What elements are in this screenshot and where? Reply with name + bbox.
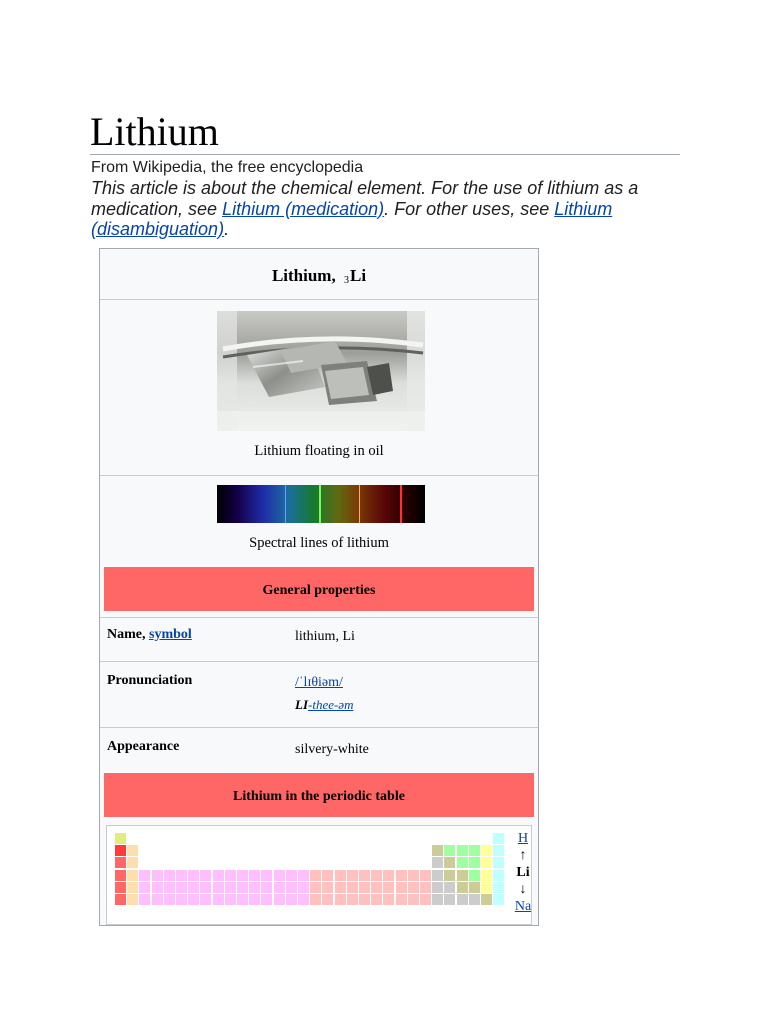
periodic-table-cell[interactable] [371,870,382,881]
tagline: From Wikipedia, the free encyclopedia [91,159,364,176]
periodic-table-cell[interactable] [469,845,480,856]
pronunciation-ipa-link[interactable]: /ˈlɪθiəm/ [295,675,343,690]
periodic-table-cell[interactable] [298,870,309,881]
periodic-table-cell[interactable] [322,894,333,905]
periodic-table-cell[interactable] [286,870,297,881]
hatnote-text-suffix: . [224,219,230,239]
name-value: lithium, Li [295,629,355,644]
periodic-table-cell[interactable] [225,894,236,905]
periodic-table-cell[interactable] [310,870,321,881]
periodic-table-cell[interactable] [420,894,431,905]
periodic-table-cell[interactable] [310,882,321,893]
periodic-table-cell[interactable] [152,882,163,893]
periodic-table-cell[interactable] [347,870,358,881]
periodic-table-cell[interactable] [335,882,346,893]
periodic-table-cell[interactable] [383,870,394,881]
periodic-table-cell[interactable] [493,894,504,905]
periodic-table-cell[interactable] [432,894,443,905]
nav-sodium-link[interactable]: Na [514,899,532,914]
periodic-table-cell[interactable] [457,845,468,856]
hatnote [91,178,651,240]
image-caption: Lithium floating in oil [254,443,384,459]
periodic-table-cell[interactable] [481,894,492,905]
periodic-table-cell[interactable] [347,894,358,905]
arrow-up-icon: ↑ [519,848,527,863]
periodic-table-cell[interactable] [200,894,211,905]
periodic-table-cell[interactable] [469,894,480,905]
periodic-table-cell[interactable] [176,882,187,893]
infobox-title [100,249,538,299]
periodic-table-cell[interactable] [359,882,370,893]
periodic-table-cell[interactable] [383,882,394,893]
periodic-navigation [511,830,535,915]
periodic-table-cell[interactable] [127,857,138,868]
periodic-table-mini [106,825,532,925]
periodic-table-cell[interactable] [322,882,333,893]
periodic-table-cell[interactable] [188,870,199,881]
periodic-table-cell[interactable] [164,894,175,905]
periodic-table-cell[interactable] [408,870,419,881]
periodic-table-cell[interactable] [481,857,492,868]
hatnote-text-middle: . For other uses, see [384,198,555,219]
periodic-table-cell[interactable] [139,882,150,893]
row-pronunciation [100,661,538,728]
periodic-table-cell[interactable] [200,882,211,893]
appearance-value: silvery-white [295,742,369,757]
name-label-text: Name, [107,627,146,642]
periodic-table-cell[interactable] [457,870,468,881]
link-lithium-medication[interactable]: Lithium (medication) [222,198,385,219]
periodic-table-cell[interactable] [432,857,443,868]
nav-current-element: Li [516,865,530,880]
periodic-table-cell[interactable] [225,882,236,893]
periodic-table-cell[interactable] [457,857,468,868]
periodic-table-cell[interactable] [310,894,321,905]
periodic-table-cell[interactable] [176,894,187,905]
spectral-lines-image[interactable] [217,485,425,523]
periodic-table-cell[interactable] [115,894,126,905]
periodic-table-cell[interactable] [396,882,407,893]
periodic-table-cell[interactable] [408,894,419,905]
periodic-table-cell[interactable] [493,882,504,893]
periodic-table-cell[interactable] [420,882,431,893]
periodic-table-cell[interactable] [249,882,260,893]
periodic-table-cell[interactable] [274,894,285,905]
periodic-table-cell[interactable] [261,894,272,905]
periodic-table-cell[interactable] [237,882,248,893]
periodic-table-cell[interactable] [359,870,370,881]
periodic-table-cell[interactable] [249,894,260,905]
periodic-table-cell[interactable] [444,870,455,881]
periodic-table-cell[interactable] [249,870,260,881]
periodic-table-cell[interactable] [213,894,224,905]
periodic-table-cell[interactable] [432,882,443,893]
periodic-table-cell[interactable] [493,870,504,881]
periodic-table-cell[interactable] [188,894,199,905]
periodic-table-cell[interactable] [127,882,138,893]
periodic-table-cell[interactable] [164,870,175,881]
periodic-table-cell[interactable] [115,857,126,868]
periodic-table-cell[interactable] [432,845,443,856]
periodic-table-cell[interactable] [444,857,455,868]
title-divider [90,154,680,155]
periodic-table-cell[interactable] [115,833,126,844]
spectrum-caption: Spectral lines of lithium [249,535,389,551]
pronunciation-label: Pronunciation [107,673,193,688]
periodic-table-cell[interactable] [115,870,126,881]
periodic-table-cell[interactable] [396,894,407,905]
periodic-table-cell[interactable] [493,845,504,856]
infobox-title-name: Lithium, [271,266,336,285]
periodic-table-cell[interactable] [274,870,285,881]
periodic-table-cell[interactable] [396,870,407,881]
periodic-table-cell[interactable] [127,894,138,905]
periodic-table-cell[interactable] [383,894,394,905]
periodic-table-cell[interactable] [371,882,382,893]
periodic-table-cell[interactable] [164,882,175,893]
periodic-table-cell[interactable] [261,870,272,881]
periodic-table-cell[interactable] [457,894,468,905]
periodic-table-cell[interactable] [420,870,431,881]
periodic-table-cell[interactable] [176,870,187,881]
periodic-table-cell[interactable] [286,882,297,893]
periodic-table-cell[interactable] [298,894,309,905]
section-periodic-table: Lithium in the periodic table [104,773,534,817]
periodic-table-cell[interactable] [444,882,455,893]
periodic-table-cell[interactable] [286,894,297,905]
periodic-table-cell[interactable] [493,857,504,868]
respelling-link[interactable]: -thee-əm [308,697,354,712]
pronunciation-respelling [295,697,353,713]
page-title: Lithium [90,109,219,154]
periodic-table-cell[interactable] [225,870,236,881]
periodic-table-cell[interactable] [335,894,346,905]
periodic-table-cell[interactable] [152,870,163,881]
periodic-table-cell[interactable] [298,882,309,893]
periodic-table-cell[interactable] [469,870,480,881]
periodic-table-cell[interactable] [213,870,224,881]
name-label [107,627,192,643]
periodic-table-cell[interactable] [115,882,126,893]
periodic-table-cell[interactable] [347,882,358,893]
periodic-table-cell[interactable] [408,882,419,893]
periodic-table-cell[interactable] [127,870,138,881]
periodic-table-cell[interactable] [481,870,492,881]
periodic-table-cell[interactable] [237,894,248,905]
periodic-table-cell[interactable] [469,857,480,868]
periodic-table-cell[interactable] [274,882,285,893]
periodic-table-cell[interactable] [261,882,272,893]
atomic-number: 3 [343,275,349,286]
periodic-table-cell[interactable] [432,870,443,881]
periodic-table-cell[interactable] [481,882,492,893]
periodic-table-cell[interactable] [127,845,138,856]
element-symbol: Li [349,266,367,285]
periodic-table-cell[interactable] [469,882,480,893]
infobox [99,248,539,926]
periodic-table-cell[interactable] [188,882,199,893]
section-general-properties: General properties [104,567,534,611]
periodic-table-cell[interactable] [481,845,492,856]
periodic-table-cell[interactable] [457,882,468,893]
respelling-stress: LI [295,697,308,712]
arrow-down-icon: ↓ [519,882,527,897]
appearance-label: Appearance [107,739,180,754]
pronunciation-ipa [295,675,343,691]
lithium-photo[interactable] [217,311,425,431]
hatnote-text-prefix: This article is about the chemical element. For the use of lithium as a medication, see [91,178,639,219]
periodic-table-cell[interactable] [213,882,224,893]
nav-hydrogen-link[interactable]: H [517,831,529,846]
symbol-link[interactable]: symbol [149,627,192,642]
periodic-table-cell[interactable] [493,833,504,844]
periodic-table-cell[interactable] [444,845,455,856]
periodic-table-cell[interactable] [444,894,455,905]
periodic-table-cell[interactable] [371,894,382,905]
periodic-table-cell[interactable] [200,870,211,881]
periodic-table-cell[interactable] [335,870,346,881]
periodic-table-cell[interactable] [115,845,126,856]
periodic-table-cell[interactable] [359,894,370,905]
periodic-table-cell[interactable] [152,894,163,905]
periodic-table-cell[interactable] [322,870,333,881]
link-lithium-disambiguation[interactable]: Lithium (disambiguation) [91,198,613,239]
periodic-table-cell[interactable] [237,870,248,881]
periodic-table-cell[interactable] [139,894,150,905]
periodic-table-cell[interactable] [139,870,150,881]
